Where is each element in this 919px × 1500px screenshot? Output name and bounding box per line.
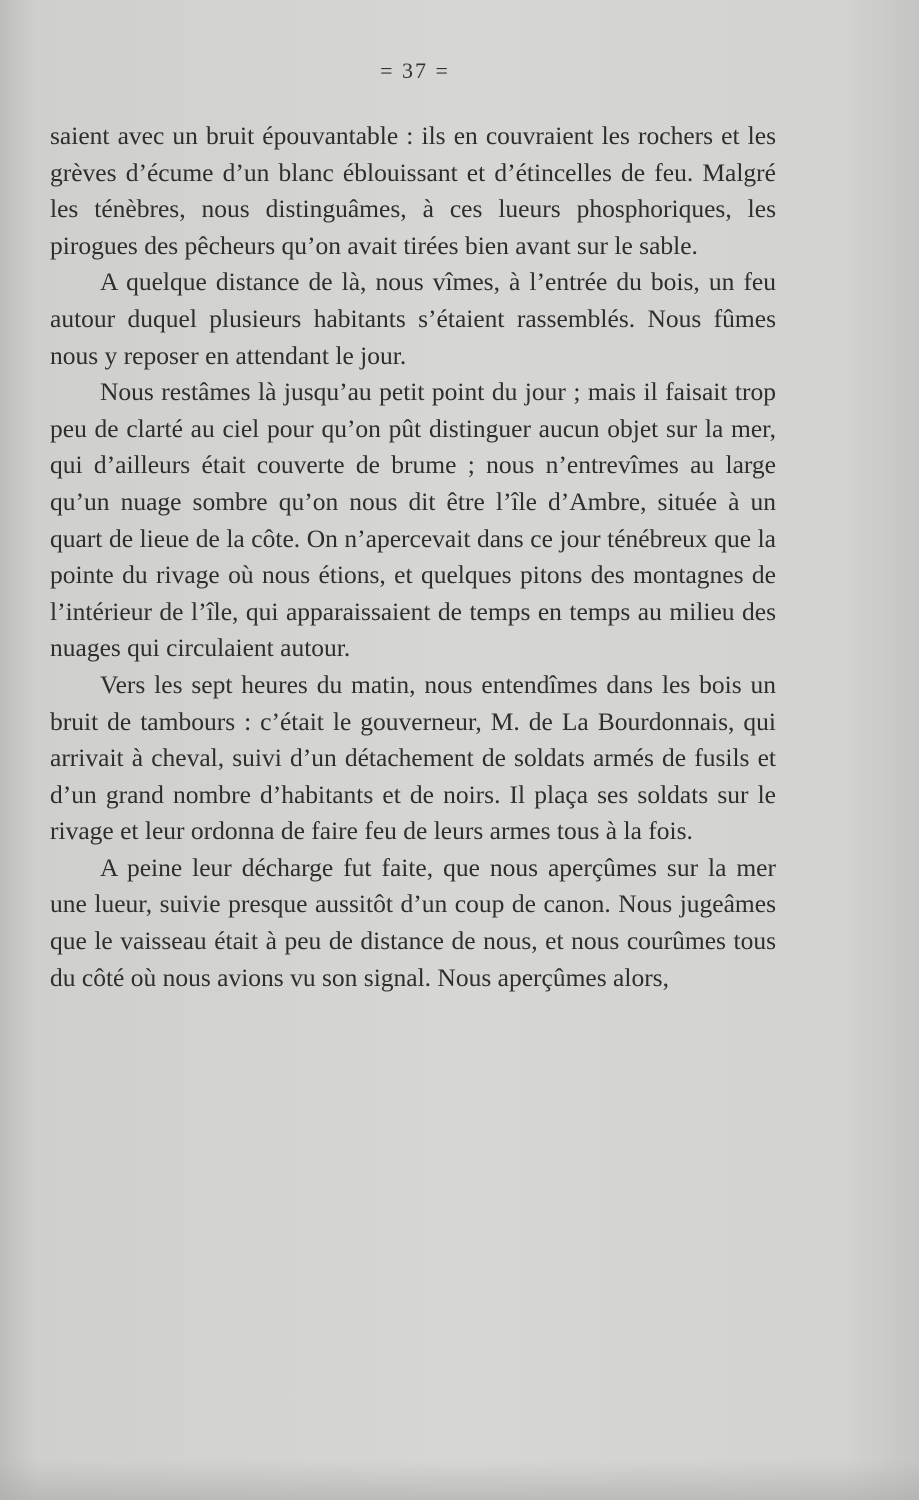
paragraph-3: Nous restâmes là jusqu’au petit point du jour ; mais il faisait trop peu de clarté au ciel pour qu’on pût distinguer aucun objet sur la mer, qui d’ailleurs était couverte de brume ; nous n’entrevîmes au large qu’un nuage sombre qu’on nous dit être l’île d’Ambre, située à un quart de lieue de la côte. On n’apercevait dans ce jour ténébreux que la pointe du rivage où nous étions, et quelques pitons des montagnes de l’intérieur de l’île, qui apparaissaient de temps en temps au milieu des nuages qui circulaient autour. — [50, 377, 776, 663]
paragraph-1: saient avec un bruit épouvantable : ils en couvraient les rochers et les grèves d’écume d’un blanc éblouissant et d’étincelles de feu. Malgré les ténèbres, nous distinguâmes, à ces lueurs phosphoriques, les pirogues des pêcheurs qu’on avait tirées bien avant sur le sable. — [50, 121, 776, 260]
paragraph-4: Vers les sept heures du matin, nous entendîmes dans les bois un bruit de tambours : c’était le gouverneur, M. de La Bourdonnais, qui arrivait à cheval, suivi d’un détachement de soldats armés de fusils et d’un grand nombre d’habitants et de noirs. Il plaça ses soldats sur le rivage et leur ordonna de faire feu de leurs armes tous à la fois. — [50, 669, 776, 846]
page-bottom-shadow — [0, 1460, 919, 1500]
paragraph-2: A quelque distance de là, nous vîmes, à l’entrée du bois, un feu autour duquel plusieurs habitants s’étaient rassemblés. Nous fûmes nous y reposer en attendant le jour. — [50, 267, 776, 370]
body-text — [50, 118, 776, 996]
page-number: = 37 = — [380, 58, 450, 83]
paragraph-5: A peine leur décharge fut faite, que nous aperçûmes sur la mer une lueur, suivie presque aussitôt d’un coup de canon. Nous jugeâmes que le vaisseau était à peu de distance de nous, et nous courûmes tous du côté où nous avions vu son signal. Nous aperçûmes alors, — [50, 852, 776, 992]
